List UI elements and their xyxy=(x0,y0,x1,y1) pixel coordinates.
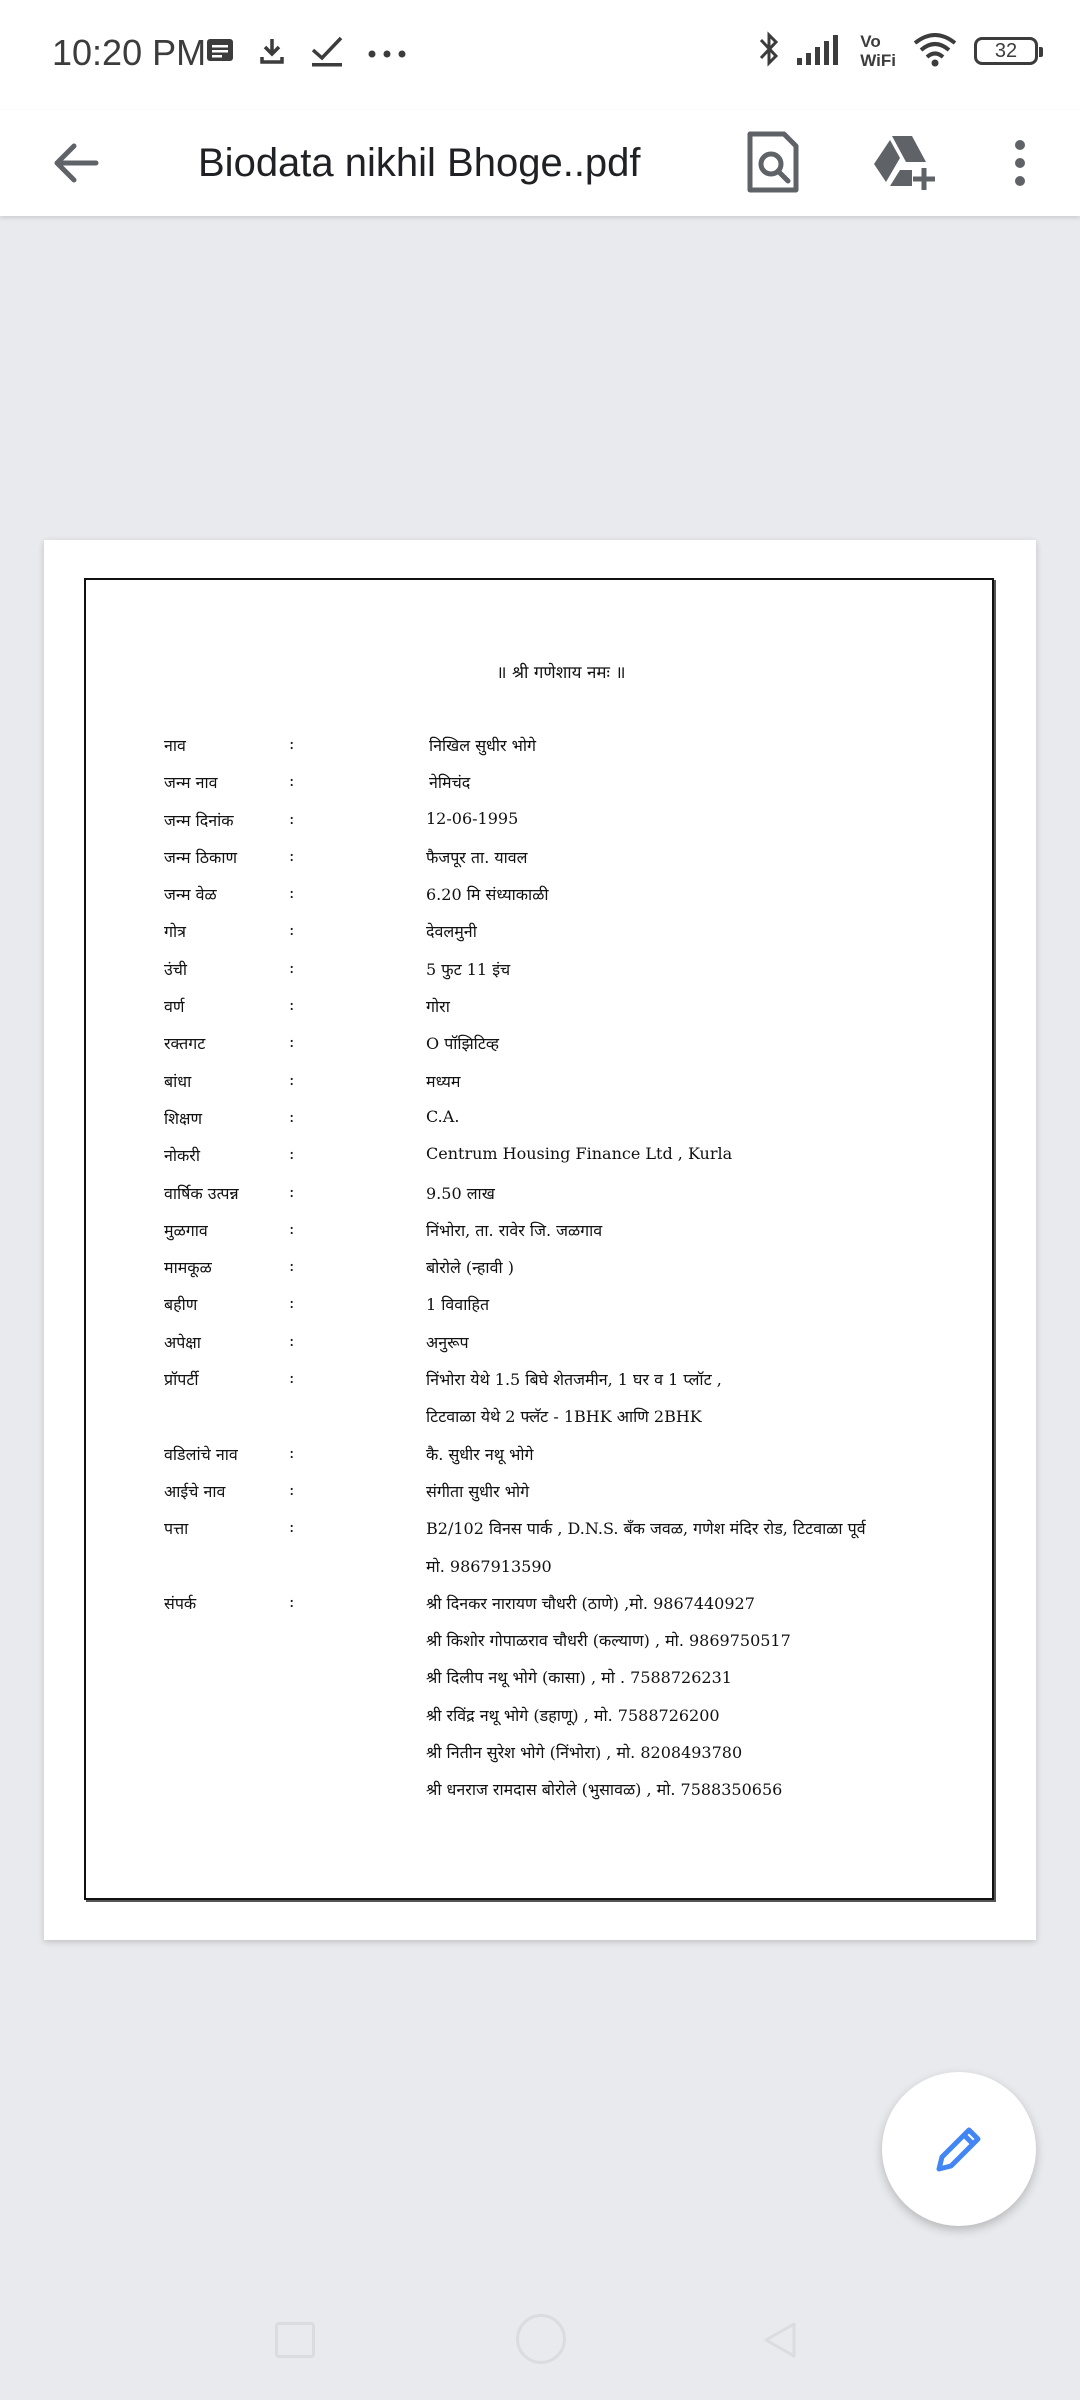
back-arrow-icon xyxy=(44,130,110,196)
biodata-row xyxy=(164,840,984,877)
row-value: B2/102 विनस पार्क , D.N.S. बँक जवळ, गणेश मंदिर रोड, टिटवाळा पूर्व xyxy=(426,1519,866,1539)
row-label: अपेक्षा xyxy=(164,1332,201,1352)
back-triangle-icon[interactable] xyxy=(760,2320,800,2364)
biodata-row xyxy=(164,1549,984,1586)
row-label: बांधा xyxy=(164,1071,192,1091)
row-label: पत्ता xyxy=(164,1519,189,1539)
row-value: संगीता सुधीर भोगे xyxy=(426,1481,530,1501)
row-colon: : xyxy=(289,1106,295,1126)
more-options-button[interactable] xyxy=(1000,124,1040,202)
app-bar xyxy=(0,110,1080,216)
row-label: उंची xyxy=(164,959,188,979)
row-label: वडिलांचे नाव xyxy=(164,1444,238,1464)
row-colon: : xyxy=(289,883,295,903)
row-value: श्री नितीन सुरेश भोगे (निंभोरा) , मो. 8208493780 xyxy=(426,1743,743,1763)
biodata-row xyxy=(164,1698,984,1735)
row-colon: : xyxy=(289,771,295,791)
row-value: टिटवाळा येथे 2 फ्लॅट - 1BHK आणि 2BHK xyxy=(426,1407,702,1427)
system-nav-bar xyxy=(0,2290,1080,2400)
biodata-row xyxy=(164,765,984,802)
row-label: जन्म नाव xyxy=(164,773,218,793)
biodata-row xyxy=(164,1772,984,1809)
biodata-row xyxy=(164,914,984,951)
document-title: Biodata nikhil Bhoge..pdf xyxy=(198,141,641,185)
row-label: प्रॉपर्टी xyxy=(164,1370,199,1390)
row-colon: : xyxy=(289,1479,295,1499)
row-colon: : xyxy=(289,1591,295,1611)
more-vert-icon xyxy=(1000,124,1040,202)
row-colon: : xyxy=(289,1517,295,1537)
biodata-row xyxy=(164,1064,984,1101)
status-right-icons xyxy=(758,30,1038,72)
pdf-page[interactable] xyxy=(44,540,1036,1940)
row-label: जन्म दिनांक xyxy=(164,810,234,830)
download-icon xyxy=(257,36,287,70)
row-colon: : xyxy=(289,1256,295,1276)
row-value: Centrum Housing Finance Ltd , Kurla xyxy=(426,1144,733,1164)
biodata-row xyxy=(164,1250,984,1287)
bluetooth-icon xyxy=(758,30,780,72)
wifi-icon xyxy=(912,31,958,71)
row-value: फैजपूर ता. यावल xyxy=(426,847,528,867)
row-label: मामकूळ xyxy=(164,1258,212,1278)
row-value: श्री धनराज रामदास बोरोले (भुसावळ) , मो. 7588350656 xyxy=(426,1780,783,1800)
row-value: निंभोरा, ता. रावेर जि. जळगाव xyxy=(426,1220,603,1240)
row-value: O पॉझिटिव्ह xyxy=(426,1034,500,1054)
document-heading: ॥ श्री गणेशाय नमः ॥ xyxy=(496,663,626,683)
biodata-row xyxy=(164,1026,984,1063)
more-dots-icon xyxy=(367,44,407,63)
row-label: नाव xyxy=(164,736,186,755)
row-label: जन्म वेळ xyxy=(164,885,217,905)
biodata-row xyxy=(164,1287,984,1324)
biodata-row xyxy=(164,1362,984,1399)
row-label: मुळगाव xyxy=(164,1220,208,1240)
row-colon: : xyxy=(289,1442,295,1462)
vowifi-bottom: WiFi xyxy=(860,51,896,70)
row-value: कै. सुधीर नथू भोगे xyxy=(426,1444,534,1464)
check-icon xyxy=(309,34,345,72)
biodata-row xyxy=(164,1511,984,1548)
biodata-row xyxy=(164,877,984,914)
row-label: वार्षिक उत्पन्न xyxy=(164,1183,239,1203)
row-label: संपर्क xyxy=(164,1593,197,1613)
row-label: बहीण xyxy=(164,1295,198,1315)
row-value: अनुरूप xyxy=(426,1332,469,1352)
row-colon: : xyxy=(289,845,295,865)
biodata-rows xyxy=(164,728,984,1810)
status-left-icons xyxy=(205,34,407,72)
battery-icon xyxy=(974,37,1038,65)
row-value: 6.20 मि संध्याकाळी xyxy=(426,885,549,905)
status-time: 10:20 PM xyxy=(52,32,207,73)
row-value: 1 विवाहित xyxy=(426,1295,490,1315)
status-bar xyxy=(0,0,1080,110)
row-colon: : xyxy=(289,808,295,828)
biodata-row xyxy=(164,1399,984,1436)
row-value: नेमिचंद xyxy=(429,773,471,793)
biodata-row xyxy=(164,1437,984,1474)
row-label: आईचे नाव xyxy=(164,1481,226,1501)
edit-fab-button[interactable] xyxy=(882,2072,1036,2226)
recents-square-icon[interactable] xyxy=(275,2322,315,2358)
biodata-row xyxy=(164,1101,984,1138)
search-in-document-icon xyxy=(740,124,806,202)
row-colon: : xyxy=(289,1144,295,1164)
row-colon: : xyxy=(289,920,295,940)
row-value: मो. 9867913590 xyxy=(426,1556,552,1576)
add-to-drive-icon xyxy=(868,124,940,202)
biodata-row xyxy=(164,728,984,765)
biodata-row xyxy=(164,1325,984,1362)
biodata-row xyxy=(164,1586,984,1623)
biodata-row xyxy=(164,1474,984,1511)
row-label: रक्तगट xyxy=(164,1034,206,1054)
document-border xyxy=(84,578,994,1900)
biodata-row xyxy=(164,1660,984,1697)
row-colon: : xyxy=(289,957,295,977)
row-colon: : xyxy=(289,1069,295,1089)
add-to-drive-button[interactable] xyxy=(868,124,940,202)
row-label: वर्ण xyxy=(164,997,185,1017)
vowifi-icon xyxy=(860,32,896,70)
vowifi-top: Vo xyxy=(860,32,881,51)
row-label: नोकरी xyxy=(164,1146,201,1166)
battery-level: 32 xyxy=(994,39,1018,62)
row-value: 9.50 लाख xyxy=(426,1183,495,1203)
back-button[interactable] xyxy=(44,130,110,196)
row-colon: : xyxy=(289,1032,295,1052)
biodata-row xyxy=(164,952,984,989)
row-colon: : xyxy=(289,1330,295,1350)
row-colon: : xyxy=(289,1218,295,1238)
row-colon: : xyxy=(289,1368,295,1388)
row-value: देवलमुनी xyxy=(426,922,477,942)
biodata-row xyxy=(164,1138,984,1175)
biodata-row xyxy=(164,1735,984,1772)
search-in-document-button[interactable] xyxy=(740,124,806,202)
biodata-row xyxy=(164,1176,984,1213)
row-value: गोरा xyxy=(426,997,450,1017)
row-colon: : xyxy=(289,1181,295,1201)
row-value: निखिल सुधीर भोगे xyxy=(429,736,537,755)
biodata-row xyxy=(164,1213,984,1250)
biodata-row xyxy=(164,1623,984,1660)
row-value: 5 फुट 11 इंच xyxy=(426,959,511,979)
row-label: शिक्षण xyxy=(164,1108,203,1128)
message-icon xyxy=(205,37,235,69)
row-value: मध्यम xyxy=(426,1071,461,1091)
row-value: श्री किशोर गोपाळराव चौधरी (कल्याण) , मो. 9869750517 xyxy=(426,1631,791,1651)
home-circle-icon[interactable] xyxy=(516,2314,566,2364)
row-value: निंभोरा येथे 1.5 बिघे शेतजमीन, 1 घर व 1 प्लॉट , xyxy=(426,1370,722,1390)
biodata-row xyxy=(164,989,984,1026)
signal-icon xyxy=(796,32,844,70)
row-colon: : xyxy=(289,1293,295,1313)
row-colon: : xyxy=(289,734,295,753)
row-value: C.A. xyxy=(426,1106,460,1126)
edit-pencil-icon xyxy=(929,2119,989,2179)
biodata-row xyxy=(164,803,984,840)
row-value: बोरोले (न्हावी ) xyxy=(426,1258,514,1278)
row-value: 12-06-1995 xyxy=(426,808,519,828)
row-colon: : xyxy=(289,995,295,1015)
row-value: श्री दिलीप नथू भोगे (कासा) , मो . 7588726231 xyxy=(426,1668,732,1688)
row-label: गोत्र xyxy=(164,922,186,942)
row-value: श्री दिनकर नारायण चौधरी (ठाणे) ,मो. 9867440927 xyxy=(426,1593,755,1613)
row-value: श्री रविंद्र नथू भोगे (डहाणू) , मो. 7588726200 xyxy=(426,1705,720,1725)
row-label: जन्म ठिकाण xyxy=(164,847,238,867)
